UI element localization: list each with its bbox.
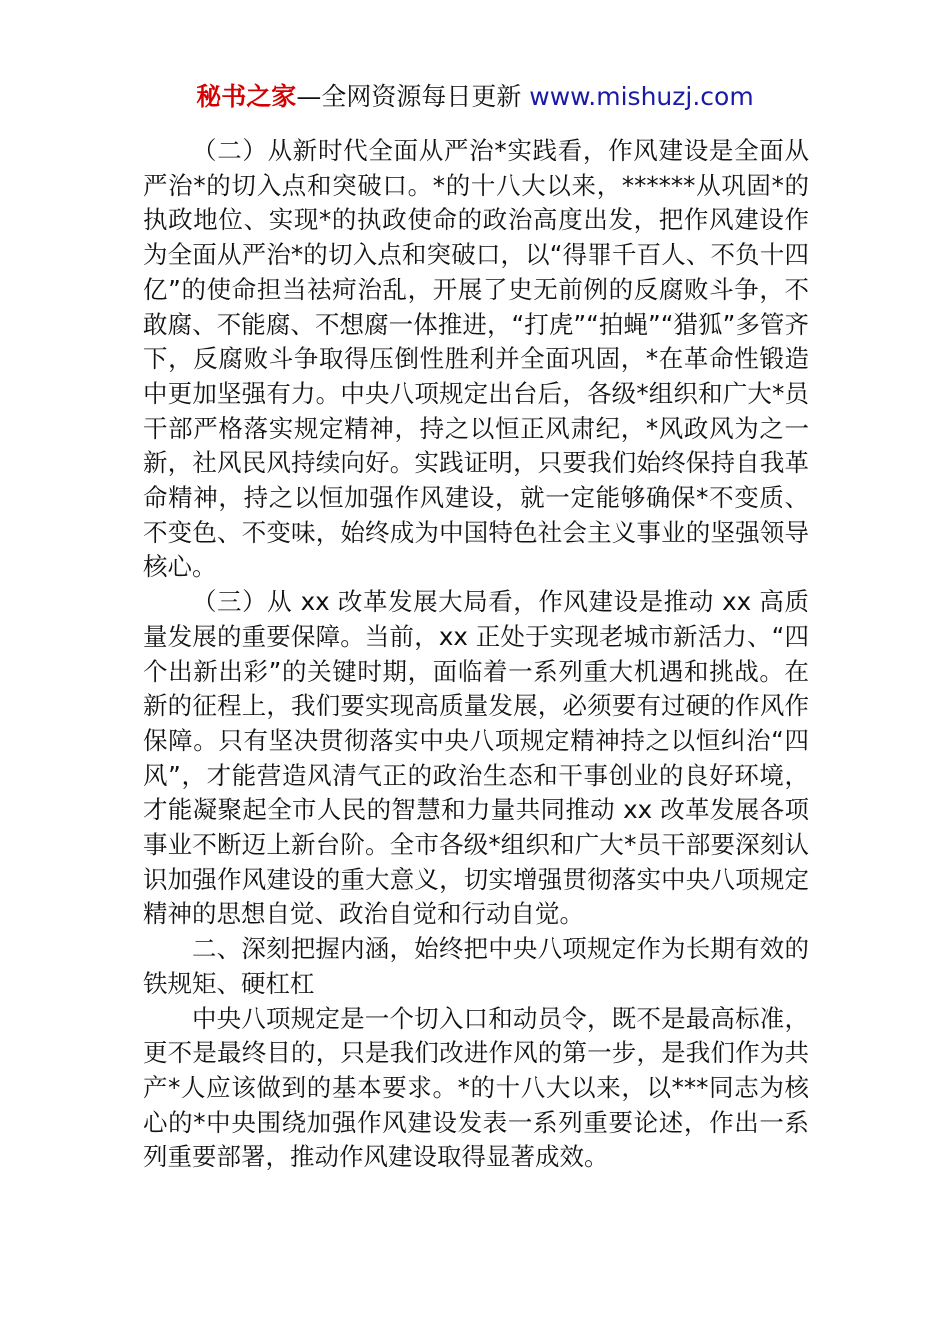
site-brand: 秘书之家 [196, 82, 297, 111]
site-header [0, 80, 950, 114]
document-body [143, 134, 809, 1175]
site-url-link[interactable]: www.mishuzj.com [529, 82, 754, 111]
section-heading-2: 二、深刻把握内涵，始终把中央八项规定作为长期有效的铁规矩、硬杠杠 [143, 934, 809, 998]
site-tagline: —全网资源每日更新 [296, 82, 530, 111]
paragraph-section-3: （三）从 xx 改革发展大局看，作风建设是推动 xx 高质量发展的重要保障。当前，xx 正处于实现老城市新活力、“四个出新出彩”的关键时期，面临着一系列重大机遇和挑战。在新的征程上，我们要实现高质量发展，必须要有过硬的作风作保障。只有坚决贯彻落实中央八项规定精神持之以恒纠治“四风”，才能营造风清气正的政治生态和干事创业的良好环境，才能凝聚起全市人民的智慧和力量共同推动 xx 改革发展各项事业不断迈上新台阶。全市各级*组织和广大*员干部要深刻认识加强作风建设的重大意义，切实增强贯彻落实中央八项规定精神的思想自觉、政治自觉和行动自觉。 [143, 587, 809, 929]
paragraph-section-2: （二）从新时代全面从严治*实践看，作风建设是全面从严治*的切入点和突破口。*的十八大以来，******从巩固*的执政地位、实现*的执政使命的政治高度出发，把作风建设作为全面从严治*的切入点和突破口，以“得罪千百人、不负十四亿”的使命担当祛疴治乱，开展了史无前例的反腐败斗争，不敢腐、不能腐、不想腐一体推进，“打虎”“拍蝇”“猎狐”多管齐下，反腐败斗争取得压倒性胜利并全面巩固，*在革命性锻造中更加坚强有力。中央八项规定出台后，各级*组织和广大*员干部严格落实规定精神，持之以恒正风肃纪，*风政风为之一新，社风民风持续向好。实践证明，只要我们始终保持自我革命精神，持之以恒加强作风建设，就一定能够确保*不变质、不变色、不变味，始终成为中国特色社会主义事业的坚强领导核心。 [143, 136, 809, 582]
paragraph-eight-rules: 中央八项规定是一个切入口和动员令，既不是最高标准，更不是最终目的，只是我们改进作风的第一步，是我们作为共产*人应该做到的基本要求。*的十八大以来，以***同志为核心的*中央围绕加强作风建设发表一系列重要论述，作出一系列重要部署，推动作风建设取得显著成效。 [143, 1003, 809, 1172]
